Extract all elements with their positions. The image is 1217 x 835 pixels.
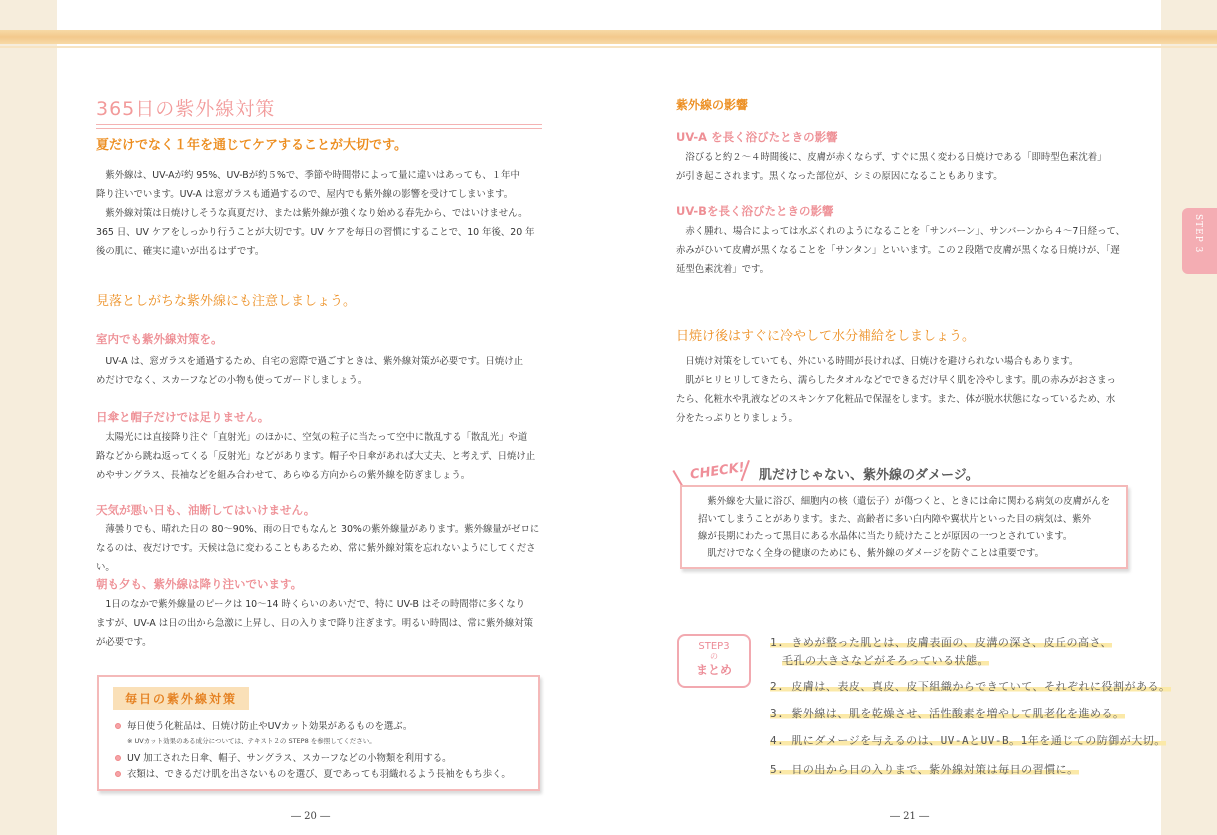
weather-text <box>96 520 544 577</box>
summary-text: 5. 日の出から日の入りまで、紫外線対策は毎日の習慣に。 <box>770 763 1079 776</box>
daily-uv-box <box>97 675 540 791</box>
influence-heading: 紫外線の影響 <box>676 98 749 112</box>
text-line: 赤みがひいて皮膚が黒くなることを「サンタン」といいます。この２段階で皮膚が黒くなる日焼けが、「遅 <box>676 245 1120 256</box>
check-tag: CHECK! <box>689 460 746 483</box>
text-line: 365 日、UV ケアをしっかり行うことが大切です。UV ケアを毎日の習慣にすることで、10 年後、20 年 <box>96 227 535 238</box>
summary-text: 1. きめが整った肌とは、皮膚表面の、皮溝の深さ、皮丘の高さ、 <box>770 636 1113 649</box>
list-item: UV 加工された日傘、帽子、サングラス、スカーフなどの小物類を利用する。 <box>115 751 530 767</box>
daily-uv-box-title: 毎日の紫外線対策 <box>113 687 249 710</box>
text-line: 延型色素沈着」です。 <box>676 264 769 275</box>
text-line: 紫外線は、UV-Aが約 95%、UV-Bが約５%で、季節や時間帯によって量に違いはあっても、１年中 <box>105 170 520 181</box>
section-heading: 見落としがちな紫外線にも注意しましょう。 <box>96 294 357 309</box>
summary-text: 毛孔の大きさなどがそろっている状態。 <box>782 654 989 667</box>
list-item: 衣類は、できるだけ肌を出さないものを選び、夏であっても羽織れるよう長袖をもち歩く。 <box>115 767 530 783</box>
text-line: 路などから跳ね返ってくる「反射光」などがあります。帽子や日傘があれば大丈夫、と考えず、日焼け止 <box>96 451 536 462</box>
text-line: UV-A は、窓ガラスを通過するため、自宅の窓際で過ごすときは、紫外線対策が必要です。日焼け止 <box>105 356 524 367</box>
check-heading: 肌だけじゃない、紫外線のダメージ。 <box>759 468 979 483</box>
morning-heading: 朝も夕も、紫外線は降り注いでいます。 <box>96 577 303 591</box>
summary-item-5 <box>770 761 1079 777</box>
uvb-heading: UV-Bを長く浴びたときの影響 <box>676 204 834 218</box>
text-line: が必要です。 <box>96 637 152 648</box>
text-line: 赤く腫れ、場合によっては水ぶくれのようになることを「サンバーン」、サンバーンから４～7日経って、 <box>685 226 1126 237</box>
summary-text: 4. 肌にダメージを与えるのは、UV-AとUV-B。1年を通じての防御が大切。 <box>770 734 1166 747</box>
aftercare-heading: 日焼け後はすぐに冷やして水分補給をしましょう。 <box>676 329 976 344</box>
step-tab-label: STEP 3 <box>1193 214 1203 254</box>
summary-item-1-cont <box>782 652 989 668</box>
check-text <box>698 492 1116 562</box>
umbrella-text <box>96 428 544 485</box>
page-number-right: ― 21 ― <box>890 811 930 822</box>
uva-heading: UV-A を長く浴びたときの影響 <box>676 130 838 144</box>
text-line: 肌だけでなく全身の健康のためにも、紫外線のダメージを防ぐことは重要です。 <box>707 548 1044 559</box>
summary-item-1 <box>770 634 1112 650</box>
text-line: が引き起こされます。黒くなった部位が、シミの原因になることもあります。 <box>676 171 1003 182</box>
text-line: なるのは、夜だけです。天候は急に変わることもあるため、常に紫外線対策を忘れないようにしてください。 <box>96 543 536 573</box>
text-line: 1日のなかで紫外線量のピークは 10～14 時くらいのあいだで、特に UV-B はその時間帯に多くなり <box>105 599 526 610</box>
weather-heading: 天気が悪い日も、油断してはいけません。 <box>96 503 316 517</box>
text-line: 招いてしまうことがあります。また、高齢者に多い白内障や翼状片といった目の病気は、紫外 <box>698 514 1092 525</box>
check-box <box>680 485 1128 569</box>
list-item: 毎日使う化粧品は、日焼け防止やUVカット効果があるものを選ぶ。 <box>115 719 530 735</box>
text-line: めやサングラス、長袖などを組み合わせて、あらゆる方向からの紫外線を防ぎましょう。 <box>96 470 471 481</box>
summary-item-2 <box>770 678 1171 694</box>
summary-badge-step: STEP3 <box>698 641 730 652</box>
text-line: 降り注いでいます。UV-A は窓ガラスも通過するので、屋内でも紫外線の影響を受けてしまいます。 <box>96 189 514 200</box>
uvb-text <box>676 222 1126 279</box>
aftercare-text <box>676 352 1126 428</box>
text-line: 線が長期にわたって黒目にある水晶体に当たり続けたことが原因の一つとされています。 <box>698 531 1073 542</box>
daily-uv-list <box>115 719 530 783</box>
morning-text <box>96 595 544 652</box>
text-line: 浴びると約２～４時間後に、皮膚が赤くならず、すぐに黒く変わる日焼けである「即時型色素沈着」 <box>685 152 1107 163</box>
list-note: ※ UVカット効果のある成分については、テキスト２の STEP8 を参照してください。 <box>127 737 376 745</box>
text-line: 肌がヒリヒリしてきたら、濡らしたタオルなどでできるだけ早く肌を冷やします。肌の赤みがおさまっ <box>685 375 1116 386</box>
indoor-text <box>96 352 544 390</box>
uva-text <box>676 148 1126 186</box>
summary-badge-no: の <box>710 652 718 661</box>
text-line: たら、化粧水や乳液などのスキンケア化粧品で保湿をします。また、体が脱水状態になっているため、水 <box>676 394 1116 405</box>
summary-text: 3. 紫外線は、肌を乾燥させ、活性酸素を増やして肌老化を進める。 <box>770 707 1125 720</box>
indoor-heading: 室内でも紫外線対策を。 <box>96 332 223 346</box>
page-title: 365日の紫外線対策 <box>96 98 276 120</box>
summary-badge <box>677 634 751 688</box>
text-line: 後の肌に、確実に違いが出るはずです。 <box>96 246 265 257</box>
title-rule <box>96 124 542 129</box>
top-decorative-band <box>0 30 1217 44</box>
summary-text: 2. 皮膚は、表皮、真皮、皮下組織からできていて、それぞれに役割がある。 <box>770 680 1171 693</box>
text-line: ますが、UV-A は日の出から急激に上昇し、日の入りまで降り注ぎます。明るい時間は、常に紫外線対策 <box>96 618 534 629</box>
summary-badge-matome: まとめ <box>695 663 732 677</box>
text-line: 太陽光には直接降り注ぐ「直射光」のほかに、空気の粒子に当たって空中に散乱する「散乱光」や道 <box>105 432 528 443</box>
text-line: 紫外線を大量に浴び、細胞内の核（遺伝子）が傷つくと、ときには命に関わる病気の皮膚がんを <box>707 496 1111 507</box>
intro-text <box>96 166 544 261</box>
text-line: めだけでなく、スカーフなどの小物も使ってガードしましょう。 <box>96 375 368 386</box>
text-line: 紫外線対策は日焼けしそうな真夏だけ、または紫外線が強くなり始める春先から、ではいけません。 <box>105 208 528 219</box>
summary-item-4 <box>770 732 1166 748</box>
text-line: 分をたっぷりとりましょう。 <box>676 413 798 424</box>
page-number-left: ― 20 ― <box>291 811 331 822</box>
text-line: 薄曇りでも、晴れた日の 80～90%、雨の日でもなんと 30%の紫外線量があります。紫外線量がゼロに <box>105 524 540 535</box>
subtitle: 夏だけでなく１年を通じてケアすることが大切です。 <box>96 138 407 153</box>
text-line: 日焼け対策をしていても、外にいる時間が長ければ、日焼けを避けられない場合もあります。 <box>685 356 1079 367</box>
umbrella-heading: 日傘と帽子だけでは足りません。 <box>96 410 270 424</box>
summary-item-3 <box>770 705 1125 721</box>
